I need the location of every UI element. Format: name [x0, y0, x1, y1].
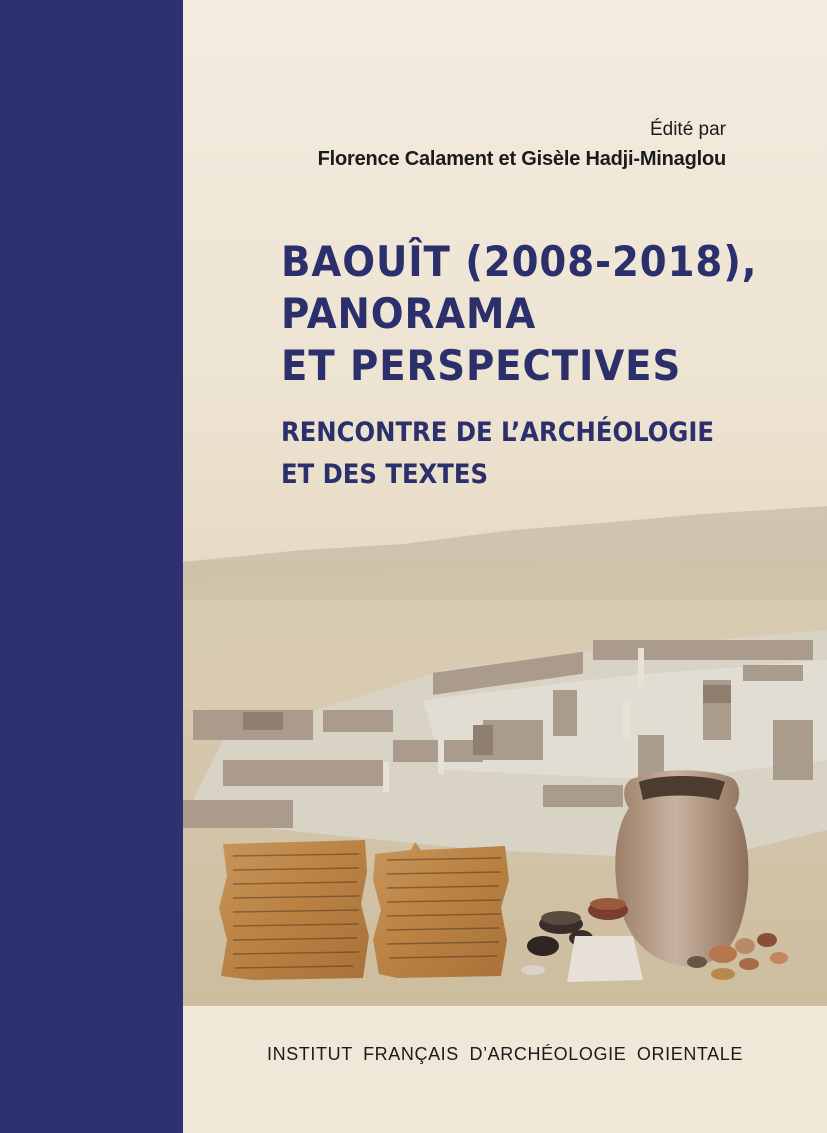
book-subtitle	[281, 412, 714, 496]
publisher-name: INSTITUT FRANÇAIS D’ARCHÉOLOGIE ORIENTALE	[267, 1044, 743, 1064]
editor-names: Florence Calament et Gisèle Hadji-Minaglou	[317, 148, 726, 170]
subtitle-line-1: RENCONTRE DE L’ARCHÉOLOGIE	[281, 417, 714, 448]
title-line-2: PANORAMA	[281, 289, 537, 338]
excavation-photo	[183, 500, 827, 1006]
title-line-1: BAOUÎT (2008-2018),	[281, 237, 758, 286]
book-title	[281, 236, 757, 392]
publisher-band	[183, 1006, 827, 1133]
subtitle-line-2: ET DES TEXTES	[281, 459, 488, 490]
editor-prefix: Édité par	[649, 119, 726, 140]
book-cover	[183, 0, 827, 1133]
title-line-3: ET PERSPECTIVES	[281, 341, 682, 390]
cover-spine	[0, 0, 183, 1133]
